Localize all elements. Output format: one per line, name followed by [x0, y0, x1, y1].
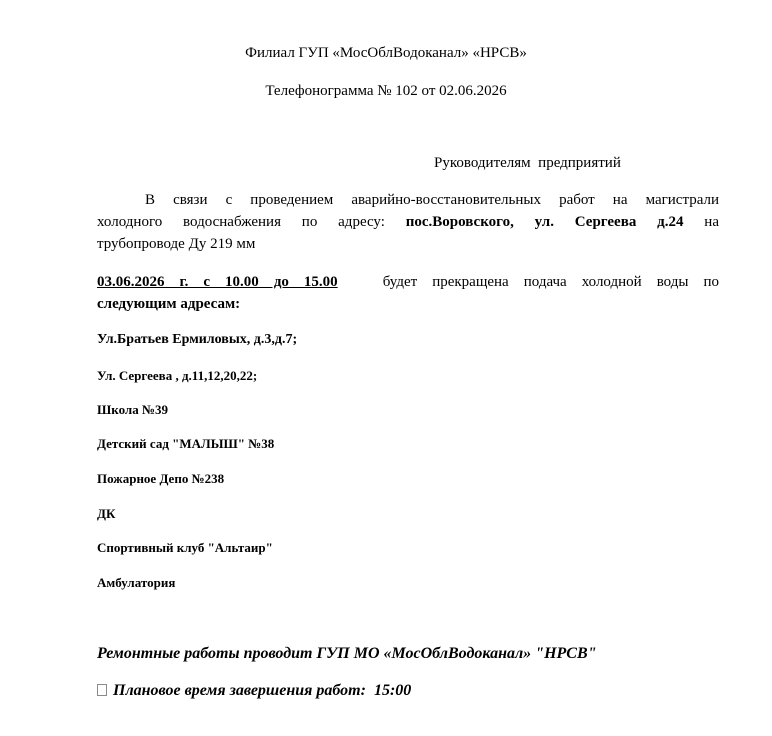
telephonogram-title: Телефонограмма № 102 от 02.06.2026	[265, 83, 507, 99]
address-item: Ул.Братьев Ермиловых, д.3,д.7;	[97, 332, 298, 347]
checkbox-bullet-icon	[97, 684, 107, 696]
address-item: Школа №39	[97, 402, 169, 417]
shutdown-line-1	[97, 271, 719, 293]
notice-line-1: В связи с проведением аварийно-восстановительных работ на магистрали	[145, 192, 719, 208]
completion-time-line	[97, 682, 411, 700]
addressee: Руководителям предприятий	[434, 155, 621, 171]
shutdown-paragraph	[97, 271, 719, 315]
notice-line-2-text: холодного водоснабжения по адресу:	[97, 214, 406, 230]
address-item: Ул. Сергеева , д.11,12,20,22;	[97, 368, 258, 383]
shutdown-line-2: следующим адресам:	[97, 296, 241, 312]
address-item: ДК	[97, 506, 116, 521]
address-item: Спортивный клуб "Альтаир"	[97, 540, 273, 555]
address-item: Пожарное Депо №238	[97, 471, 225, 486]
notice-line-2-end: на	[683, 214, 719, 230]
notice-line-3: трубопроводе Ду 219 мм	[97, 236, 256, 252]
work-location: пос.Воровского, ул. Сергеева д.24	[405, 214, 684, 230]
completion-time: 15:00	[373, 682, 412, 699]
address-item: Детский сад "МАЛЫШ" №38	[97, 436, 275, 451]
shutdown-text: будет прекращена подача холодной воды по	[382, 274, 719, 290]
notice-paragraph	[97, 189, 719, 255]
organization-header: Филиал ГУП «МосОблВодоканал» «НРСВ»	[245, 45, 527, 61]
contractor-note: Ремонтные работы проводит ГУП МО «МосОблВодоканал» "НРСВ"	[97, 645, 597, 662]
shutdown-date-time: 03.06.2026 г. с 10.00 до 15.00	[97, 274, 338, 290]
address-item: Амбулатория	[97, 575, 176, 590]
notice-line-2	[97, 211, 719, 233]
completion-label: Плановое время завершения работ:	[113, 682, 366, 699]
